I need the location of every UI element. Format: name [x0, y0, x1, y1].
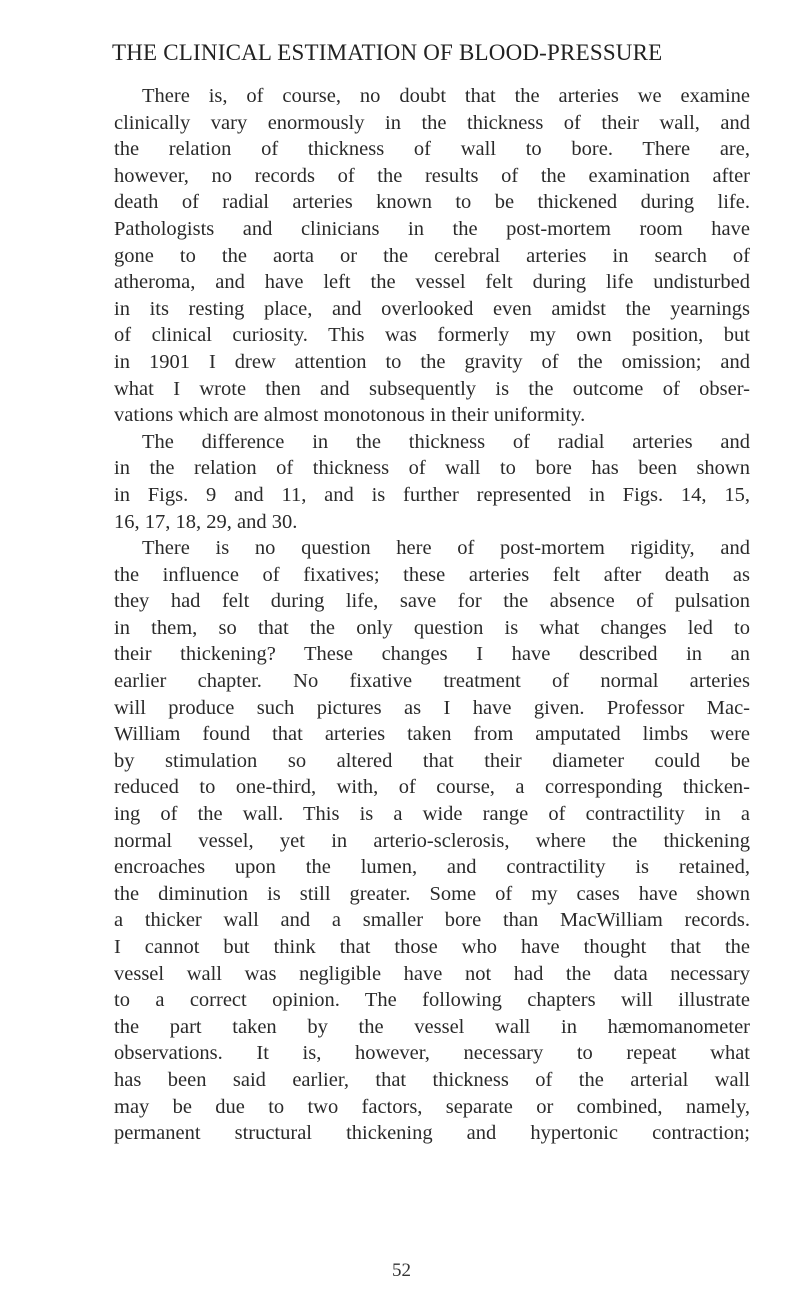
text-line: the part taken by the vessel wall in hæmomanometer	[114, 1015, 750, 1038]
text-line: clinically vary enormously in the thickness of their wall, and	[114, 111, 750, 134]
text-line: has been said earlier, that thickness of the arterial wall	[114, 1068, 750, 1091]
text-line: atheroma, and have left the vessel felt during life undisturbed	[114, 271, 750, 294]
text-line: what I wrote then and subsequently is the outcome of obser-	[114, 377, 750, 400]
text-line: death of radial arteries known to be thickened during life.	[114, 191, 750, 214]
text-line: encroaches upon the lumen, and contractility is retained,	[114, 856, 750, 879]
text-line: vessel wall was negligible have not had the data necessary	[114, 962, 750, 985]
body-text	[114, 83, 750, 1147]
text-line: I cannot but think that those who have thought that the	[114, 936, 750, 958]
text-line: gone to the aorta or the cerebral arteries in search of	[114, 244, 750, 267]
running-head: THE CLINICAL ESTIMATION OF BLOOD-PRESSURE	[112, 40, 663, 65]
text-line: however, no records of the results of the examination after	[114, 164, 750, 187]
text-line: in Figs. 9 and 11, and is further represented in Figs. 14, 15,	[114, 483, 750, 506]
text-line: in its resting place, and overlooked even amidst the yearnings	[114, 297, 750, 320]
text-line: permanent structural thickening and hypertonic contraction;	[114, 1122, 750, 1145]
text-line: of clinical curiosity. This was formerly my own position, but	[114, 324, 750, 347]
text-line: by stimulation so altered that their diameter could be	[114, 749, 750, 772]
text-line: There is, of course, no doubt that the arteries we examine	[142, 85, 750, 107]
text-line: reduced to one-third, with, of course, a corresponding thicken-	[114, 776, 750, 799]
text-line: ing of the wall. This is a wide range of contractility in a	[114, 803, 750, 826]
text-line: There is no question here of post-mortem rigidity, and	[142, 537, 750, 560]
text-line: the influence of fixatives; these arteries felt after death as	[114, 563, 750, 586]
text-line: the diminution is still greater. Some of my cases have shown	[114, 882, 750, 905]
text-line: they had felt during life, save for the absence of pulsation	[114, 590, 750, 613]
text-line: their thickening? These changes I have described in an	[114, 643, 750, 666]
text-line: in 1901 I drew attention to the gravity of the omission; and	[114, 350, 750, 373]
text-line: The difference in the thickness of radial arteries and	[142, 430, 750, 453]
text-line: vations which are almost monotonous in their uniformity.	[114, 404, 586, 427]
text-line: to a correct opinion. The following chapters will illustrate	[114, 989, 750, 1012]
text-line: in them, so that the only question is what changes led to	[114, 616, 750, 639]
text-line: a thicker wall and a smaller bore than MacWilliam records.	[114, 909, 750, 932]
text-line: in the relation of thickness of wall to bore has been shown	[114, 457, 750, 480]
text-line: Pathologists and clinicians in the post-mortem room have	[114, 217, 750, 240]
text-line: observations. It is, however, necessary to repeat what	[114, 1042, 750, 1065]
page-number: 52	[392, 1260, 411, 1281]
text-line: 16, 17, 18, 29, and 30.	[114, 510, 298, 533]
text-line: the relation of thickness of wall to bore. There are,	[114, 138, 750, 161]
text-line: William found that arteries taken from amputated limbs were	[114, 723, 750, 746]
text-line: normal vessel, yet in arterio-sclerosis, where the thickening	[114, 829, 750, 852]
text-line: will produce such pictures as I have given. Professor Mac-	[114, 696, 750, 719]
text-line: may be due to two factors, separate or combined, namely,	[114, 1095, 750, 1118]
text-line: earlier chapter. No fixative treatment of normal arteries	[114, 670, 750, 693]
